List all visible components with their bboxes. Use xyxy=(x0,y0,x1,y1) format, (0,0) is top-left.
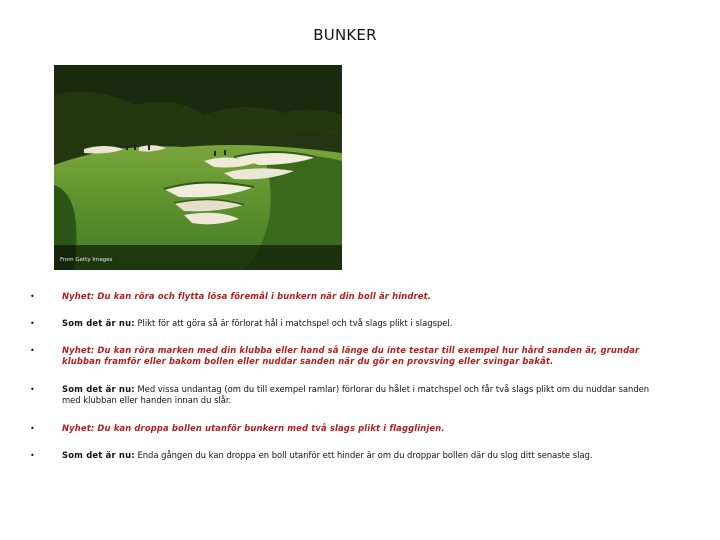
bullet-icon: • xyxy=(30,451,35,460)
bullet-icon: • xyxy=(30,346,35,355)
slide-title: BUNKER xyxy=(313,26,377,44)
image-credit: From Getty Images xyxy=(60,257,113,263)
bullet-lead: Som det är nu: xyxy=(62,384,135,394)
bullet-lead: Nyhet: Du kan droppa bollen utanför bunkern med två slags plikt i flagglinjen. xyxy=(62,423,445,433)
bullet-icon: • xyxy=(30,424,35,433)
bullet-icon: • xyxy=(30,319,35,328)
bullet-lead: Som det är nu: xyxy=(62,318,135,328)
golf-course-photo xyxy=(54,65,342,270)
bullet-lead: Som det är nu: xyxy=(62,450,135,460)
bullet-lead: Nyhet: Du kan röra och flytta lösa föremål i bunkern när din boll är hindret. xyxy=(62,291,432,301)
bullet-lead: Nyhet: Du kan röra marken med din klubba eller hand så länge du inte testar till exempel hur hård sanden är, grundar klubban framför eller bakom bollen eller nuddar sanden när du gör en provsving eller svingar bakåt. xyxy=(62,345,640,366)
bullet-body: Plikt för att göra så är förlorat hål i matchspel och två slags plikt i slagspel. xyxy=(134,318,453,328)
bullet-icon: • xyxy=(30,292,35,301)
bullet-body: Enda gången du kan droppa en boll utanför ett hinder är om du droppar bollen där du slog ditt senaste slag. xyxy=(134,450,593,460)
bullet-body: Med vissa undantag (om du till exempel ramlar) förlorar du hålet i matchspel och får två slags plikt om du nuddar sanden med klubban eller handen innan du slår. xyxy=(62,384,650,405)
golf-bunker-illustration xyxy=(54,65,342,270)
bullet-icon: • xyxy=(30,385,35,394)
